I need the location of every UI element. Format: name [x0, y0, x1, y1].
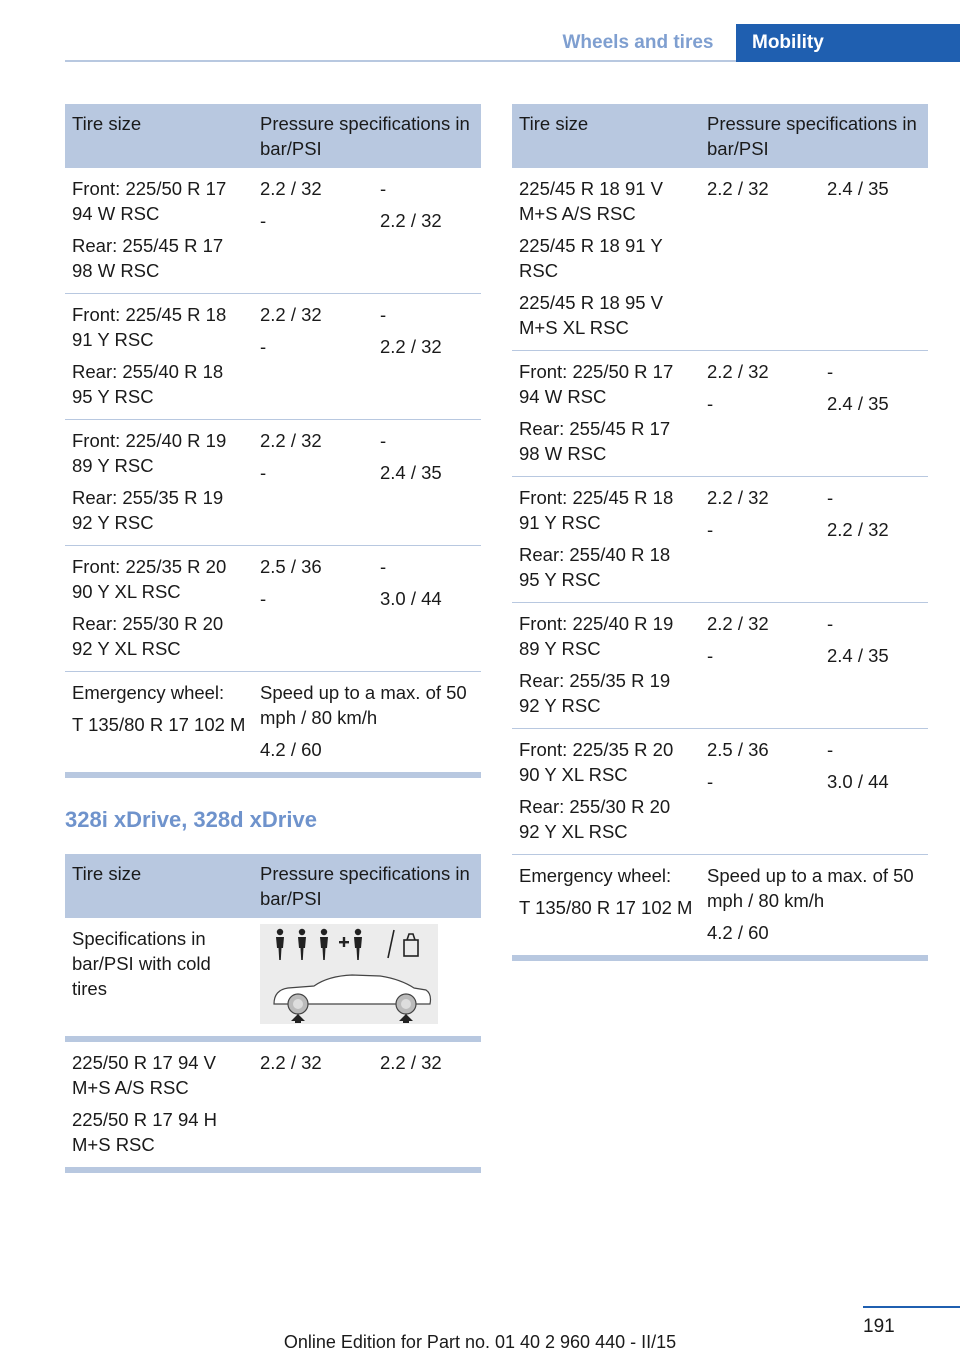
pressure-cell: [700, 729, 820, 855]
cell-line: T 135/80 R 17 102 M: [72, 714, 246, 735]
cell-line: 2.2 / 32: [260, 1052, 322, 1073]
pressure-cell: [373, 420, 481, 546]
cell-line: 2.5 / 36: [707, 739, 769, 760]
cell-line: 2.2 / 32: [380, 336, 442, 357]
pressure-cell: [820, 477, 928, 603]
pressure-cell: [253, 546, 373, 672]
cell-line: 2.2 / 32: [260, 178, 322, 199]
table-body: [65, 918, 481, 1039]
spec-label: Specifications in bar/PSI with cold tires: [65, 918, 253, 1039]
cell-line: 3.0 / 44: [827, 771, 889, 792]
section-heading: 328i xDrive, 328d xDrive: [65, 807, 317, 832]
cell-line: Rear: 255/40 R 18 95 Y RSC: [72, 361, 224, 407]
table-body: [512, 168, 928, 958]
tire-size-cell: [512, 477, 700, 603]
table-body: [65, 1039, 481, 1170]
cell-line: 2.4 / 35: [827, 393, 889, 414]
column-header-tire-size: Tire size: [512, 104, 700, 168]
emergency-wheel-cell: [65, 672, 253, 776]
left-column: [65, 104, 481, 1173]
right-column: [512, 104, 928, 961]
cell-line: -: [707, 645, 714, 666]
cell-line: Rear: 255/35 R 19 92 Y RSC: [72, 487, 224, 533]
pressure-cell: [700, 603, 820, 729]
pressure-cell: [373, 294, 481, 420]
table-row: [512, 477, 928, 603]
pressure-cell: [820, 603, 928, 729]
cell-line: Front: 225/50 R 17 94 W RSC: [72, 178, 227, 224]
tire-size-cell: [512, 603, 700, 729]
table-header-row: [512, 104, 928, 168]
cell-line: 225/45 R 18 91 V M+S A/S RSC: [519, 178, 663, 224]
emergency-speed-note: [253, 672, 481, 776]
tire-size-cell: [65, 168, 253, 294]
footer-edition-text: Online Edition for Part no. 01 40 2 960 440 - II/15: [283, 1332, 677, 1352]
cell-line: -: [260, 336, 267, 357]
pressure-cell: [253, 420, 373, 546]
table-row: [512, 729, 928, 855]
tire-pressure-table-3: [512, 104, 928, 961]
page-number: 191: [863, 1316, 895, 1337]
tire-size-cell: [65, 546, 253, 672]
emergency-wheel-cell: [512, 855, 700, 959]
table-row-emergency-wheel: [512, 855, 928, 959]
cell-line: Front: 225/35 R 20 90 Y XL RSC: [519, 739, 674, 785]
cell-line: -: [260, 210, 267, 231]
cell-line: 2.2 / 32: [707, 361, 769, 382]
cell-line: Rear: 255/30 R 20 92 Y XL RSC: [72, 613, 224, 659]
cell-line: Rear: 255/45 R 17 98 W RSC: [72, 235, 224, 281]
tire-pressure-table-1: [65, 104, 481, 778]
table-header-row: [65, 104, 481, 168]
cell-line: Front: 225/35 R 20 90 Y XL RSC: [72, 556, 227, 602]
cell-line: 2.4 / 35: [827, 645, 889, 666]
cell-line: Front: 225/50 R 17 94 W RSC: [519, 361, 674, 407]
cell-line: Emergency wheel:: [519, 865, 672, 886]
pressure-cell: [253, 294, 373, 420]
table-row-emergency-wheel: [65, 672, 481, 776]
cell-line: -: [707, 771, 714, 792]
pressure-cell: [820, 351, 928, 477]
pressure-cell: [373, 546, 481, 672]
column-header-pressure: Pressure specifications in bar/PSI: [253, 104, 481, 168]
column-header-pressure: Pressure specifications in bar/PSI: [700, 104, 928, 168]
table-row: [512, 351, 928, 477]
table-row: [65, 168, 481, 294]
cell-line: Front: 225/45 R 18 91 Y RSC: [72, 304, 227, 350]
cell-line: 2.5 / 36: [260, 556, 322, 577]
cell-line: -: [380, 178, 387, 199]
cell-line: 3.0 / 44: [380, 588, 442, 609]
cell-line: T 135/80 R 17 102 M: [519, 897, 693, 918]
table-row: [65, 420, 481, 546]
cell-line: -: [827, 739, 834, 760]
cell-line: Rear: 255/40 R 18 95 Y RSC: [519, 544, 671, 590]
cell-line: -: [260, 588, 267, 609]
cell-line: 225/45 R 18 91 Y RSC: [519, 235, 663, 281]
header-section-title: Wheels and tires: [562, 32, 714, 53]
vehicle-load-diagram-icon: [260, 924, 438, 1024]
column-header-pressure: Pressure specifications in bar/PSI: [253, 854, 481, 918]
pressure-cell: [253, 1039, 373, 1170]
cell-line: -: [260, 462, 267, 483]
cell-line: Speed up to a max. of 50 mph / 80 km/h: [707, 865, 914, 911]
cell-line: Rear: 255/45 R 17 98 W RSC: [519, 418, 671, 464]
tire-size-cell: [512, 168, 700, 351]
cell-line: Rear: 255/30 R 20 92 Y XL RSC: [519, 796, 671, 842]
pressure-cell: [253, 168, 373, 294]
pressure-cell: [700, 351, 820, 477]
cell-line: -: [827, 613, 834, 634]
cell-line: -: [380, 304, 387, 325]
load-diagram-cell: [253, 918, 481, 1039]
cell-line: 2.2 / 32: [707, 487, 769, 508]
pressure-cell: [700, 168, 820, 351]
cell-line: 225/45 R 18 95 V M+S XL RSC: [519, 292, 663, 338]
cell-line: 2.2 / 32: [380, 1052, 442, 1073]
cell-line: 2.2 / 32: [260, 430, 322, 451]
table-header-row: [65, 854, 481, 918]
table-row: [65, 294, 481, 420]
table-body: [65, 168, 481, 775]
cell-line: 225/50 R 17 94 V M+S A/S RSC: [72, 1052, 216, 1098]
table-row-spec-diagram: [65, 918, 481, 1039]
cell-line: 225/50 R 17 94 H M+S RSC: [72, 1109, 218, 1155]
pressure-cell: [700, 477, 820, 603]
tire-size-cell: [512, 729, 700, 855]
table-row: [65, 546, 481, 672]
cell-line: 2.4 / 35: [827, 178, 889, 199]
cell-line: 2.2 / 32: [260, 304, 322, 325]
cell-line: 2.2 / 32: [827, 519, 889, 540]
pressure-cell: [373, 168, 481, 294]
cell-line: 2.4 / 35: [380, 462, 442, 483]
cell-line: -: [380, 430, 387, 451]
pressure-cell: [373, 1039, 481, 1170]
footer-rule: [863, 1306, 960, 1308]
cell-line: 4.2 / 60: [707, 922, 769, 943]
cell-line: Front: 225/40 R 19 89 Y RSC: [519, 613, 674, 659]
cell-line: Front: 225/45 R 18 91 Y RSC: [519, 487, 674, 533]
header-chapter-tab: Mobility: [736, 24, 960, 62]
cell-line: 2.2 / 32: [380, 210, 442, 231]
cell-line: 4.2 / 60: [260, 739, 322, 760]
table-row: [512, 168, 928, 351]
cell-line: 2.2 / 32: [707, 178, 769, 199]
cell-line: Speed up to a max. of 50 mph / 80 km/h: [260, 682, 467, 728]
cell-line: -: [707, 519, 714, 540]
pressure-cell: [820, 168, 928, 351]
cell-line: -: [707, 393, 714, 414]
cell-line: Front: 225/40 R 19 89 Y RSC: [72, 430, 227, 476]
cell-line: Emergency wheel:: [72, 682, 225, 703]
cell-line: 2.2 / 32: [707, 613, 769, 634]
cell-line: -: [827, 361, 834, 382]
table-row: [512, 603, 928, 729]
tire-pressure-table-2: [65, 854, 481, 1173]
tire-size-cell: [65, 1039, 253, 1170]
cell-line: Rear: 255/35 R 19 92 Y RSC: [519, 670, 671, 716]
pressure-cell: [820, 729, 928, 855]
emergency-speed-note: [700, 855, 928, 959]
tire-size-cell: [512, 351, 700, 477]
column-header-tire-size: Tire size: [65, 104, 253, 168]
column-header-tire-size: Tire size: [65, 854, 253, 918]
cell-line: -: [827, 487, 834, 508]
table-row: [65, 1039, 481, 1170]
cell-line: -: [380, 556, 387, 577]
tire-size-cell: [65, 420, 253, 546]
tire-size-cell: [65, 294, 253, 420]
